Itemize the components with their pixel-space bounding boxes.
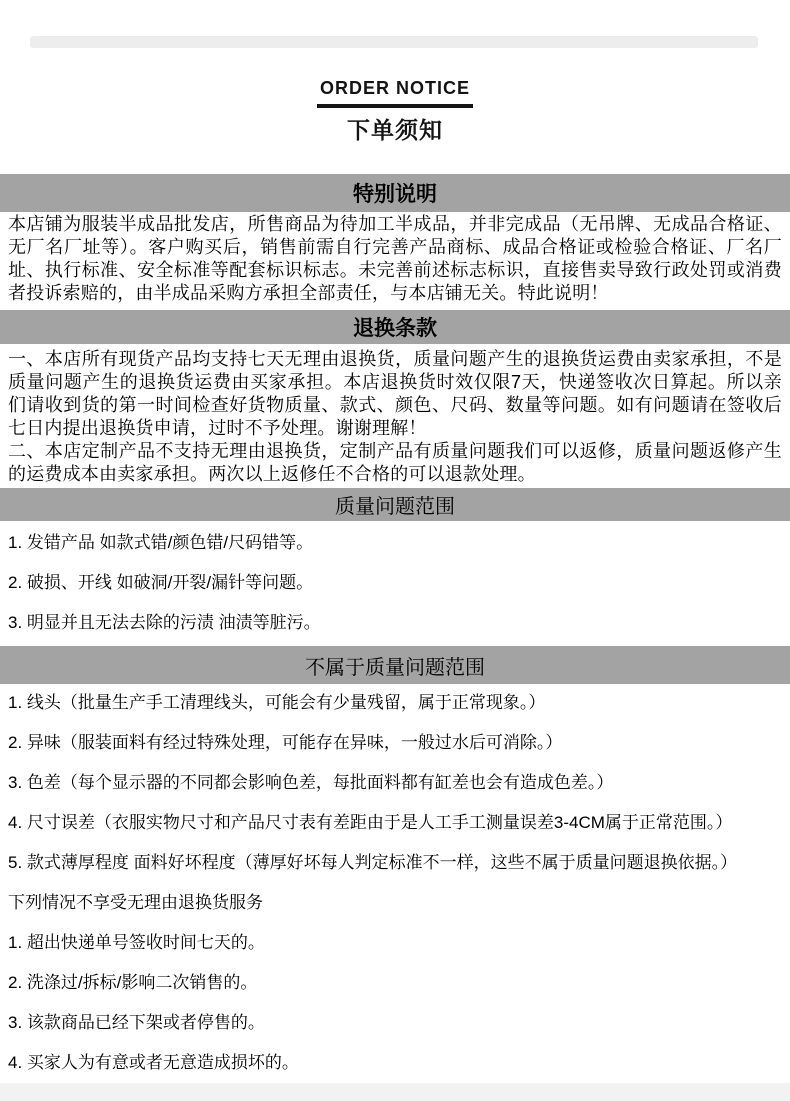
section-title: 退换条款: [353, 317, 437, 340]
special-notes-text: [8, 213, 782, 305]
list-item: 1. 发错产品 如款式错/颜色错/尺码错等。: [8, 533, 314, 552]
quality-scope-list: [8, 531, 786, 651]
list-item: 3. 色差（每个显示器的不同都会影响色差，每批面料都有缸差也会有造成色差。）: [8, 773, 614, 792]
list-item: 2. 洗涤过/拆标/影响二次销售的。: [8, 973, 258, 992]
section-title: 不属于质量问题范围: [305, 656, 485, 679]
section-title: 质量问题范围: [335, 496, 455, 518]
list-item: 4. 尺寸误差（衣服实物尺寸和产品尺寸表有差距由于是人工手工测量误差3-4CM属于正常范围。）: [8, 813, 733, 832]
list-item: 5. 款式薄厚程度 面料好坏程度（薄厚好坏每人判定标准不一样，这些不属于质量问题退换依据。）: [8, 853, 738, 872]
no-service-list: [8, 931, 786, 1091]
return-terms-text: [8, 348, 782, 486]
section-title: 特别说明: [353, 183, 437, 206]
list-item: 1. 超出快递单号签收时间七天的。: [8, 933, 265, 952]
paragraph: 二、本店定制产品不支持无理由退换货，定制产品有质量问题我们可以返修，质量问题返修产生的运费成本由卖家承担。两次以上返修任不合格的可以退款处理。: [8, 441, 782, 484]
section-banner-return-terms: [0, 310, 790, 344]
list-item: 1. 线头（批量生产手工清理线头，可能会有少量残留，属于正常现象。）: [8, 693, 546, 712]
paragraph: 本店铺为服装半成品批发店，所售商品为待加工半成品，并非完成品（无吊牌、无成品合格证、无厂名厂址等）。客户购买后，销售前需自行完善产品商标、成品合格证或检验合格证、厂名厂址、执行标准、安全标准等配套标识标志。未完善前述标志标识，直接售卖导致行政处罚或消费者投诉索赔的，由半成品采购方承担全部责任，与本店铺无关。特此说明！: [8, 214, 782, 303]
title-underline: [317, 104, 473, 108]
list-item: 2. 异味（服装面料有经过特殊处理，可能存在异味，一般过水后可消除。）: [8, 733, 563, 752]
page-title: 下单须知: [347, 117, 443, 143]
list-item: 4. 买家人为有意或者无意造成损坏的。: [8, 1053, 299, 1072]
paragraph: 一、本店所有现货产品均支持七天无理由退换货，质量问题产生的退换货运费由卖家承担，不是质量问题产生的退换货运费由买家承担。本店退换货时效仅限7天，快递签收次日算起。所以亲们请收到货的第一时间检查好货物质量、款式、颜色、尺码、数量等问题。如有问题请在签收后七日内提出退换货申请，过时不予处理。谢谢理解！: [8, 349, 782, 438]
section-banner-not-quality-scope: [0, 646, 790, 684]
no-service-heading: 下列情况不享受无理由退换货服务: [8, 893, 263, 912]
list-item: 2. 破损、开线 如破洞/开裂/漏针等问题。: [8, 573, 314, 592]
order-notice-title: ORDER NOTICE: [319, 78, 470, 98]
section-banner-special-notes: [0, 174, 790, 212]
not-quality-scope-list: [8, 691, 786, 891]
list-item: 3. 明显并且无法去除的污渍 油渍等脏污。: [8, 613, 321, 632]
section-banner-quality-scope: [0, 488, 790, 521]
top-divider-bar: [30, 36, 758, 48]
bottom-divider-bar: [0, 1083, 790, 1101]
list-item: 3. 该款商品已经下架或者停售的。: [8, 1013, 265, 1032]
